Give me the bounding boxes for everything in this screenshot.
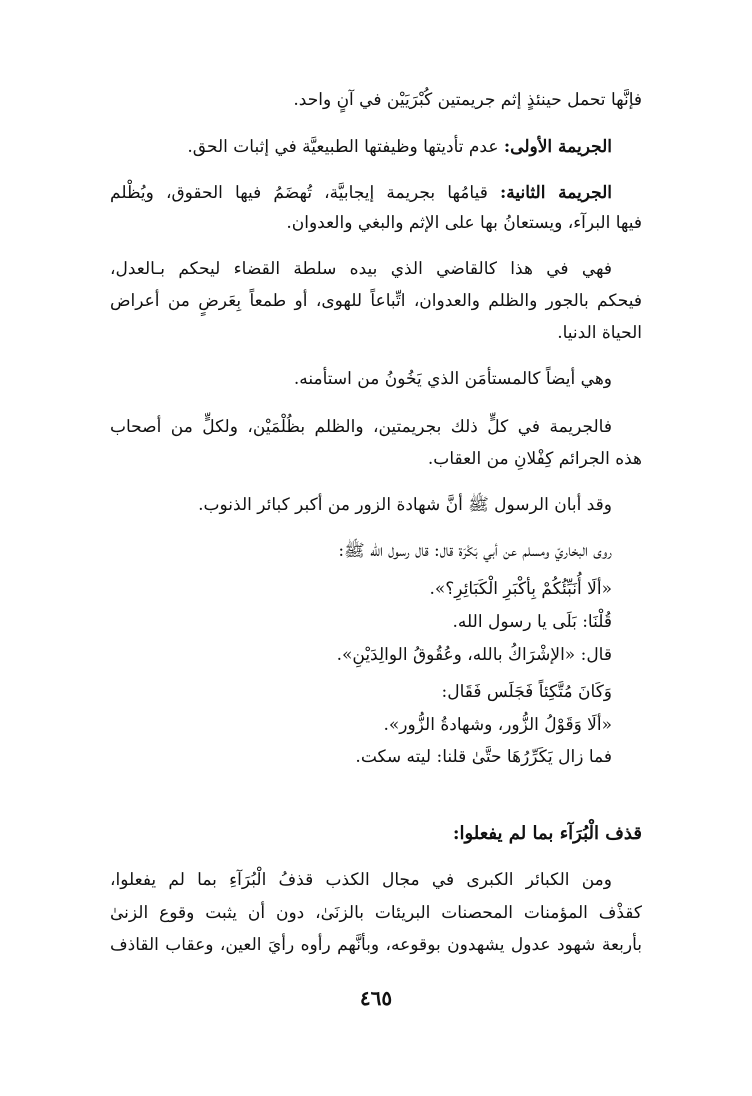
text-line-7: الحياة الدنيا. xyxy=(557,323,642,343)
hadith-line-4: وَكَانَ مُتَّكِئاً فَجَلَس فَقَال: xyxy=(441,682,612,702)
text-line-19: ومن الكبائر الكبرى في مجال الكذب قذفُ الْبُرَآءِ بما لم يفعلوا، xyxy=(110,870,612,890)
page-number: ٤٦٥ xyxy=(359,986,393,1010)
second-crime-text: قيامُها بجريمة إيجابيَّة، تُهضَمُ فيها الحقوق، ويُظْلم xyxy=(110,183,488,203)
text-line-5: فهي في هذا كالقاضي الذي بيده سلطة القضاء ليحكم بـالعدل، xyxy=(110,259,612,279)
first-crime-label: الجريمة الأولى: xyxy=(503,137,612,157)
paragraph-second-crime xyxy=(110,181,612,205)
hadith-line-5: «ألَا وَقَوْلُ الزُّور، وشهادةُ الزُّور». xyxy=(383,715,612,735)
text-line-12: روى البخاريّ ومسلم عن أبي بَكْرَة قال: قال رسول الله ﷺ: xyxy=(338,541,612,561)
second-crime-label: الجريمة الثانية: xyxy=(499,183,613,203)
hadith-line-3: قال: «الإشْرَاكُ بالله، وعُقُوقُ الوالِدَيْنِ». xyxy=(336,645,612,665)
first-crime-text: عدم تأديتها وظيفتها الطبيعيَّة في إثبات الحق. xyxy=(187,137,499,157)
text-line-4: فيها البرآء، ويستعانُ بها على الإثم والبغي والعدوان. xyxy=(286,213,642,233)
text-line-21: بأربعة شهود عدول يشهدون بوقوعه، وبأنَّهم رأوه رأيَ العين، وعقاب القاذف xyxy=(110,935,642,955)
text-line-1: فإنَّها تحمل حينئذٍ إثم جريمتين كُبْرَيَيْن في آنٍ واحد. xyxy=(293,90,642,110)
text-line-10: هذه الجرائم كِفْلانِ من العقاب. xyxy=(427,449,642,469)
text-line-20: كقذْف المؤمنات المحصنات البريئات بالزنَىٰ، دون أن يثبت وقوع الزنىٰ xyxy=(110,903,642,923)
text-line-9: فالجريمة في كلٍّ ذلك بجريمتين، والظلم بظُلْمَيْن، ولكلٍّ من أصحاب xyxy=(110,417,612,437)
hadith-line-2: قُلْنَا: بَلَى يا رسول الله. xyxy=(452,612,612,632)
text-line-8: وهي أيضاً كالمستأمَن الذي يَخُونُ من استأمنه. xyxy=(293,369,612,389)
paragraph-first-crime xyxy=(110,135,612,159)
hadith-line-1: «ألَا أُنَبِّئُكُمْ بِأكْبَرِ الْكَبَائِرِ؟». xyxy=(429,579,612,599)
section-heading: قذف الْبُرَآء بما لم يفعلوا: xyxy=(452,823,642,844)
hadith-line-6: فما زال يَكَرِّرُهَا حتَّىٰ قلنا: ليته سكت. xyxy=(355,747,612,767)
text-line-11: وقد أبان الرسول ﷺ أنَّ شهادة الزور من أكبر كبائر الذنوب. xyxy=(198,495,612,515)
text-line-6: فيحكم بالجور والظلم والعدوان، اتِّباعاً للهوى، أو طمعاً بِعَرضٍ من أعراض xyxy=(110,291,642,311)
